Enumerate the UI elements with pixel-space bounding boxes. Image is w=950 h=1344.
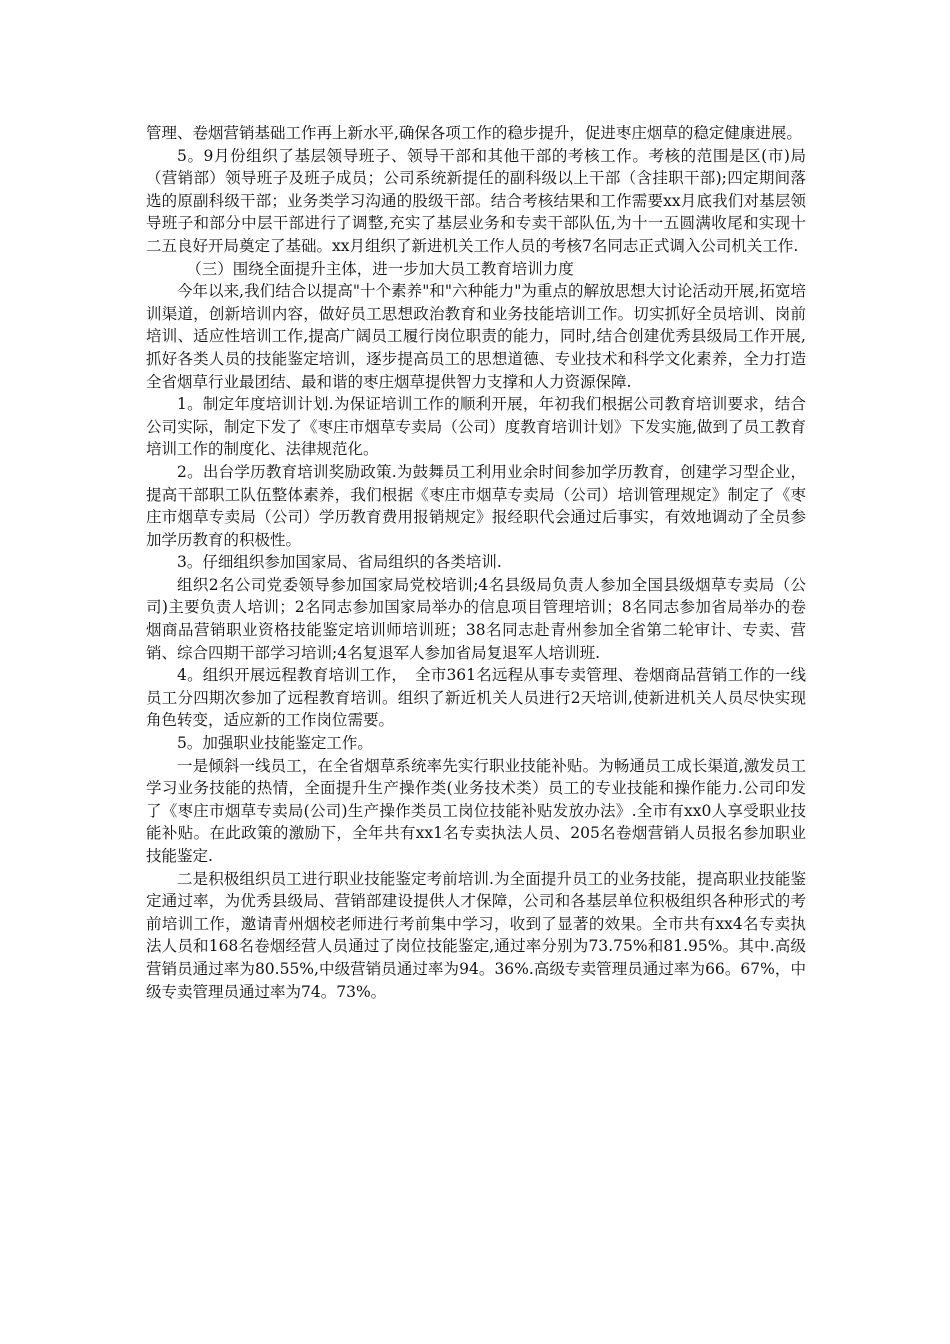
section-heading-training: （三）围绕全面提升主体，进一步加大员工教育培训力度 <box>186 259 574 278</box>
paragraph-item-2-education-policy: 2。出台学历教育培训奖励政策.为鼓舞员工利用业余时间参加学历教育，创建学习型企业，提高干部职工队伍整体素养，我们根据《枣庄市烟草专卖局（公司）培训管理规定》制定了《枣庄市烟草专卖局（公司）学历教育费用报销规定》报经职代会通过后事实，有效地调动了全员参加学历教育的积极性。 <box>146 462 806 549</box>
paragraph-training-details: 组织2名公司党委领导参加国家局党校培训;4名县级局负责人参加全国县级烟草专卖局（公司)主要负责人培训；2名同志参加国家局举办的信息项目管理培训；8名同志参加省局举办的卷烟商品营销职业资格技能鉴定培训师培训班；38名同志赴青州参加全省第二轮审计、专卖、营销、综合四期干部学习培训;4名复退军人参加省局复退军人培训班. <box>146 575 806 662</box>
document-body <box>146 122 806 1003</box>
paragraph-item-4-remote-education: 4。组织开展远程教育培训工作， 全市361名远程从事专卖管理、卷烟商品营销工作的一线员工分四期次参加了远程教育培训。组织了新近机关人员进行2天培训,使新进机关人员尽快实现角色转变，适应新的工作岗位需要。 <box>146 666 806 730</box>
paragraph-item-1-annual-plan: 1。制定年度培训计划.为保证培训工作的顺利开展，年初我们根据公司教育培训要求，结合公司实际，制定下发了《枣庄市烟草专卖局（公司）度教育培训计划》下发实施,做到了员工教育培训工作的制度化、法律规范化。 <box>146 395 806 459</box>
paragraph-skill-subsidy: 一是倾斜一线员工，在全省烟草系统率先实行职业技能补贴。为畅通员工成长渠道,激发员工学习业务技能的热情，全面提升生产操作类(业务技术类）员工的专业技能和操作能力.公司印发了《枣庄市烟草专卖局(公司)生产操作类员工岗位技能补贴发放办法》.全市有xx0人享受职业技能补贴。在此政策的激励下，全年共有xx1名专卖执法人员、205名卷烟营销人员报名参加职业技能鉴定. <box>146 756 806 865</box>
paragraph-continuation: 管理、卷烟营销基础工作再上新水平,确保各项工作的稳步提升，促进枣庄烟草的稳定健康进展。 <box>146 124 802 142</box>
paragraph-training-overview: 今年以来,我们结合以提高"十个素养"和"六种能力"为重点的解放思想大讨论活动开展,拓宽培训渠道，创新培训内容，做好员工思想政治教育和业务技能培训工作。切实抓好全员培训、岗前培训、适应性培训工作,提高广阔员工履行岗位职责的能力，同时,结合创建优秀县级局工作开展,抓好各类人员的技能鉴定培训，逐步提高员工的思想道德、专业技术和科学文化素养，全力打造全省烟草行业最团结、最和谐的枣庄烟草提供智力支撑和人力资源保障. <box>146 282 806 391</box>
paragraph-item-5-skill-appraisal: 5。加强职业技能鉴定工作。 <box>177 734 373 753</box>
paragraph-item-5-assessment: 5。9月份组织了基层领导班子、领导干部和其他干部的考核工作。考核的范围是区(市)局（营销部）领导班子及班子成员；公司系统新提任的副科级以上干部（含挂职干部);四定期间落选的原副科级干部；业务类学习沟通的股级干部。结合考核结果和工作需要xx月底我们对基层领导班子和部分中层干部进行了调整,充实了基层业务和专卖干部队伍,为十一五圆满收尾和实现十二五良好开局奠定了基础。xx月组织了新进机关工作人员的考核7名同志正式调入公司机关工作. <box>146 146 806 255</box>
paragraph-pre-exam-training: 二是积极组织员工进行职业技能鉴定考前培训.为全面提升员工的业务技能，提高职业技能鉴定通过率，为优秀县级局、营销部建设提供人才保障，公司和各基层单位积极组织各种形式的考前培训工作，邀请青州烟校老师进行考前集中学习，收到了显著的效果。全市共有xx4名专卖执法人员和168名卷烟经营人员通过了岗位技能鉴定,通过率分别为73.75%和81.95%。其中.高级营销员通过率为80.55%,中级营销员通过率为94。36%.高级专卖管理员通过率为66。67%，中级专卖管理员通过率为74。73%。 <box>146 869 806 1001</box>
paragraph-item-3-external-training: 3。仔细组织参加国家局、省局组织的各类培训. <box>177 553 502 572</box>
